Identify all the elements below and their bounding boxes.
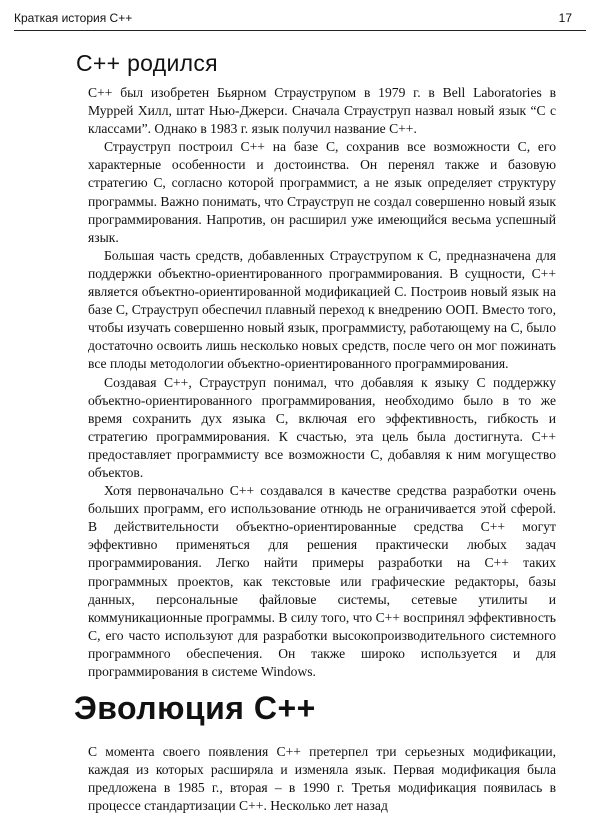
chapter-body (88, 743, 556, 815)
paragraph: Хотя первоначально С++ создавался в качестве средства разработки очень больших программ, его использование отнюдь не ограничивается этой сферой. В действительности объектно-ориентированные средства С++ могут эффективно применяться для решения практически любых задач программирования. Легко найти примеры разработки на С++ таких программных проектов, как текстовые или графические редакторы, базы данных, персональные файловые системы, сетевые утилиты и коммуникационные программы. В силу того, что С++ воспринял эффективность С, его часто используют для разработки высокопроизводительного системного программного обеспечения. Он также широко используется и для программирования в системе Windows. (88, 483, 556, 679)
paragraph: Страуструп построил С++ на базе С, сохранив все возможности С, его характерные особенности и достоинства. Он перенял также и базовую стратегию С, согласно которой программист, а не язык определяет структуру программы. Важно понимать, что Страуструп не создал совершенно новый язык программирования. Напротив, он расширил уже имеющийся весьма успешный язык. (88, 139, 556, 245)
page-number: 17 (558, 11, 572, 25)
running-header-chapter-title: Краткая история С++ (14, 11, 133, 25)
paragraph: С++ был изобретен Бьярном Страуструпом в 1979 г. в Bell Laboratories в Муррей Хилл, штат Нью-Джерси. Сначала Страуструп назвал новый язык “С с классами”. Однако в 1983 г. язык получил название С++. (88, 85, 556, 137)
paragraph: Большая часть средств, добавленных Страуструпом к С, предназначена для поддержки объектно-ориентированного программирования. В сущности, С++ является объектно-ориентированной модификацией С. Построив новый язык на базе С, Страуструп обеспечил плавный переход к внедрению ООП. Вместо того, чтобы изучать совершенно новый язык, программисту, работающему на С, было достаточно освоить лишь несколько новых средств, после чего он мог пожинать все плоды методологии объектно-ориентированного программирования. (88, 247, 556, 372)
paragraph: Создавая С++, Страуструп понимал, что добавляя к языку С поддержку объектно-ориентированного программирования, необходимо было в то же время сохранить дух языка С, включая его эффективность, гибкость и стратегию программирования. К счастью, эта цель была достигнута. С++ предоставляет программисту все возможности С, добавляя к ним могущество объектов. (88, 374, 556, 480)
paragraph: С момента своего появления С++ претерпел три серьезных модификации, каждая из которых расширяла и изменяла язык. Первая модификация была предложена в 1985 г., вторая – в 1990 г. Третья модификация появилась в процессе стандартизации С++. Несколько лет назад (88, 744, 556, 814)
section-body (88, 84, 556, 681)
running-header (14, 8, 586, 31)
section-title: С++ родился (76, 50, 218, 76)
chapter-title: Эволюция С++ (74, 690, 316, 726)
